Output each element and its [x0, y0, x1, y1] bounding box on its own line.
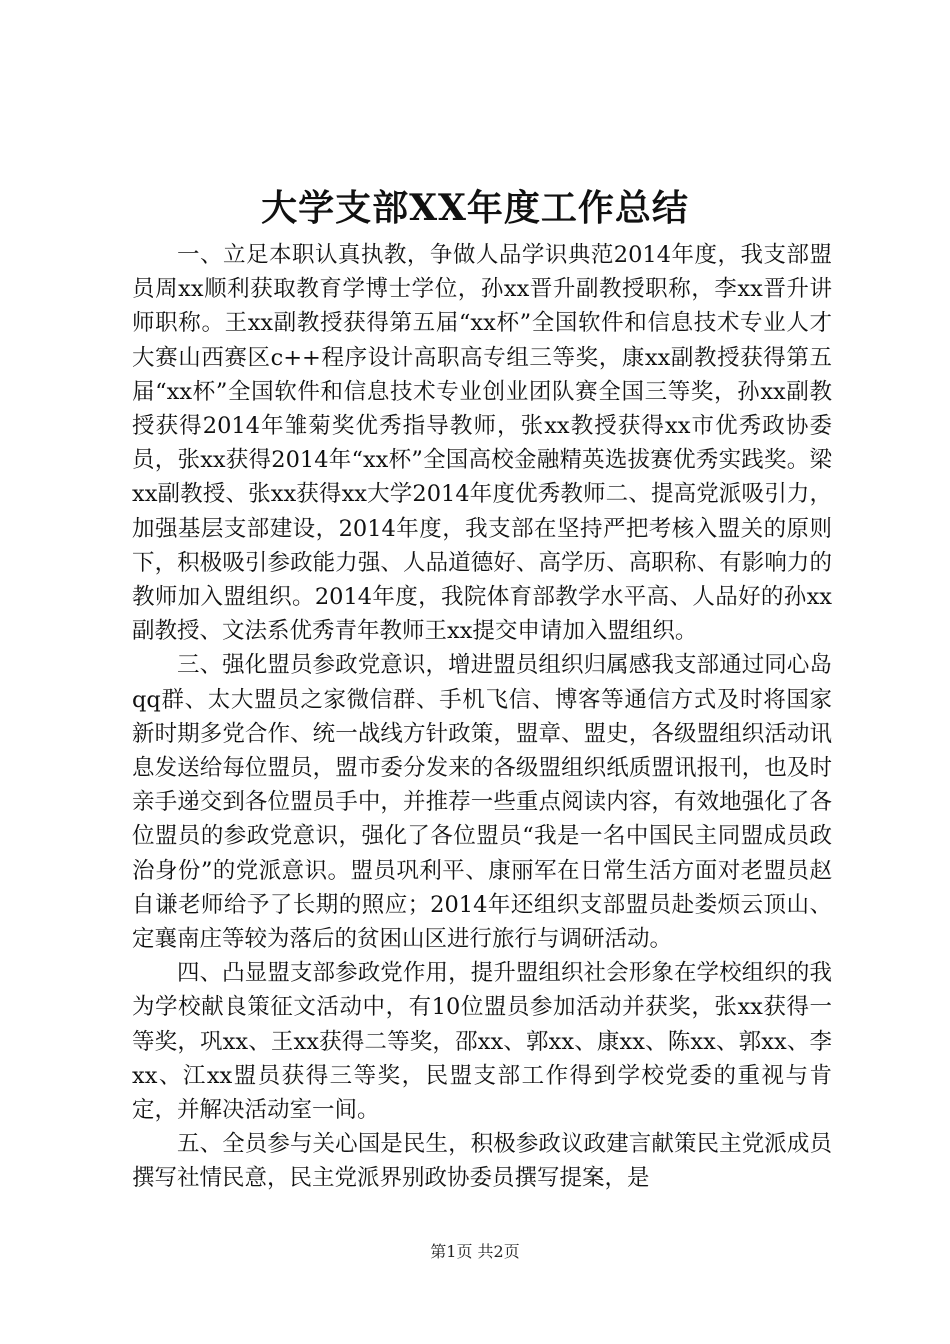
document-body — [132, 238, 832, 1196]
paragraph-section-1-2: 一、立足本职认真执教，争做人品学识典范2014年度，我支部盟员周xx顺利获取教育学博士学位，孙xx晋升副教授职称，李xx晋升讲师职称。王xx副教授获得第五届“xx杯”全国软件和信息技术专业人才大赛山西赛区c++程序设计高职高专组三等奖，康xx副教授获得第五届“xx杯”全国软件和信息技术专业创业团队赛全国三等奖，孙xx副教授获得2014年雏菊奖优秀指导教师，张xx教授获得xx市优秀政协委员，张xx获得2014年“xx杯”全国高校金融精英选拔赛优秀实践奖。梁xx副教授、张xx获得xx大学2014年度优秀教师二、提高党派吸引力，加强基层支部建设，2014年度，我支部在坚持严把考核入盟关的原则下，积极吸引参政能力强、人品道德好、高学历、高职称、有影响力的教师加入盟组织。2014年度，我院体育部教学水平高、人品好的孙xx副教授、文法系优秀青年教师王xx提交申请加入盟组织。 — [132, 242, 832, 645]
document-title: 大学支部XX年度工作总结 — [261, 187, 689, 229]
paragraph-section-4: 四、凸显盟支部参政党作用，提升盟组织社会形象在学校组织的我为学校献良策征文活动中，有10位盟员参加活动并获奖，张xx获得一等奖，巩xx、王xx获得二等奖，邵xx、郭xx、康xx、陈xx、郭xx、李xx、江xx盟员获得三等奖，民盟支部工作得到学校党委的重视与肯定，并解决活动室一间。 — [132, 960, 832, 1124]
paragraph-section-5: 五、全员参与关心国是民生，积极参政议政建言献策民主党派成员撰写社情民意，民主党派界别政协委员撰写提案，是 — [132, 1131, 832, 1192]
paragraph-section-3: 三、强化盟员参政党意识，增进盟员组织归属感我支部通过同心岛qq群、太大盟员之家微信群、手机飞信、博客等通信方式及时将国家新时期多党合作、统一战线方针政策，盟章、盟史，各级盟组织活动讯息发送给每位盟员，盟市委分发来的各级盟组织纸质盟讯报刊，也及时亲手递交到各位盟员手中，并推荐一些重点阅读内容，有效地强化了各位盟员的参政党意识，强化了各位盟员“我是一名中国民主同盟成员政治身份”的党派意识。盟员巩利平、康丽军在日常生活方面对老盟员赵自谦老师给予了长期的照应；2014年还组织支部盟员赴娄烦云顶山、定襄南庄等较为落后的贫困山区进行旅行与调研活动。 — [132, 652, 832, 953]
page-number-footer: 第1页 共2页 — [430, 1242, 520, 1261]
